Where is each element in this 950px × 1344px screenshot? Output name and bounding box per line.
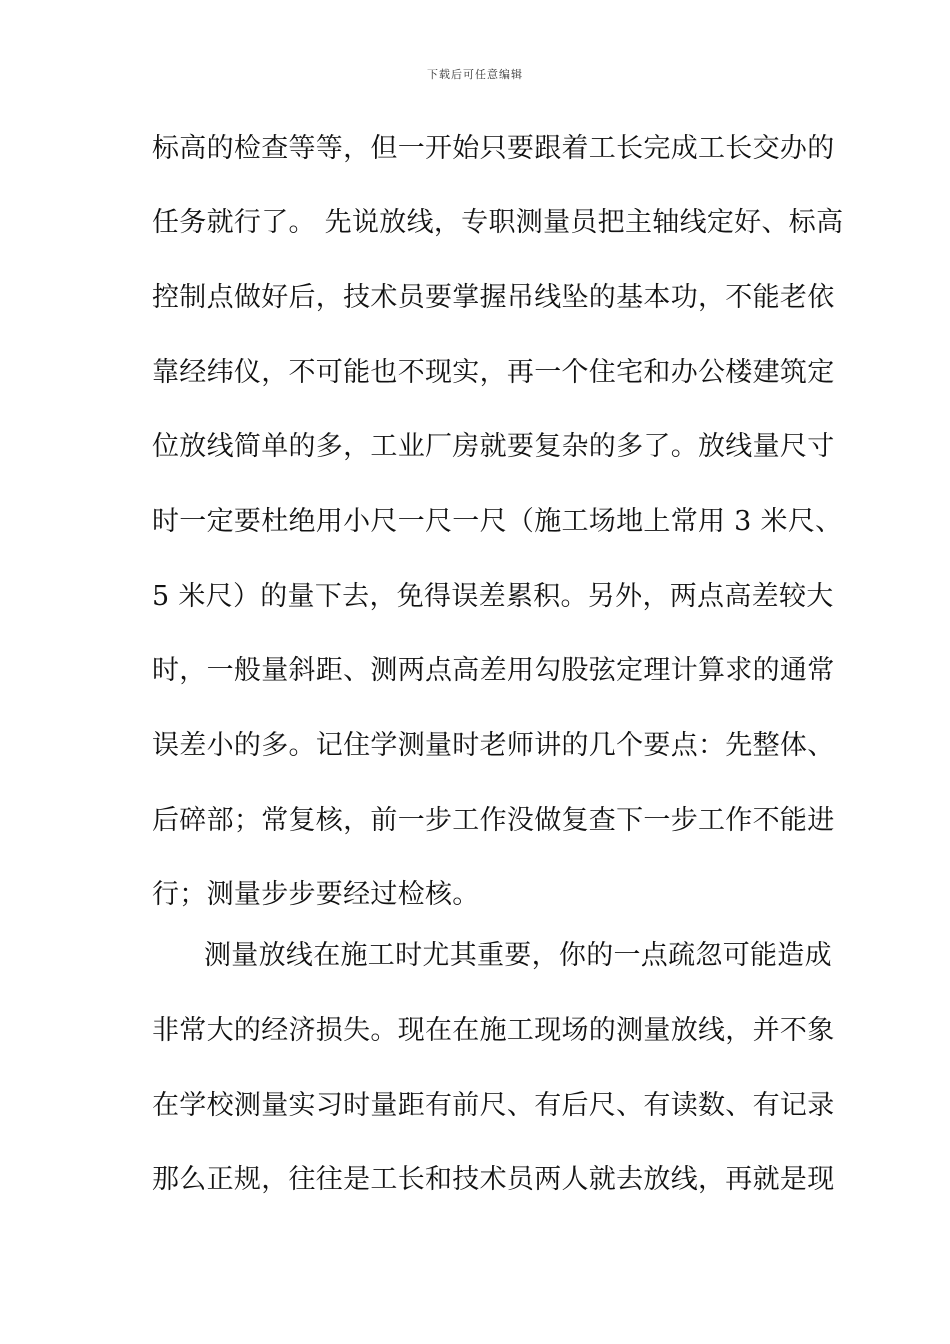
paragraph-line: 误差小的多。记住学测量时老师讲的几个要点：先整体、 bbox=[152, 730, 835, 761]
paragraph-line: 任务就行了。 先说放线，专职测量员把主轴线定好、标高 bbox=[152, 207, 844, 238]
paragraph-line: 后碎部；常复核，前一步工作没做复查下一步工作不能进 bbox=[152, 805, 835, 836]
page-header: 下载后可任意编辑 bbox=[427, 68, 523, 81]
paragraph-line: 控制点做好后，技术员要掌握吊线坠的基本功，不能老依 bbox=[152, 282, 835, 313]
paragraph-line: 标高的检查等等，但一开始只要跟着工长完成工长交办的 bbox=[152, 133, 835, 164]
paragraph-line: 在学校测量实习时量距有前尺、有后尺、有读数、有记录 bbox=[152, 1090, 835, 1121]
paragraph-line: 靠经纬仪，不可能也不现实，再一个住宅和办公楼建筑定 bbox=[152, 357, 835, 388]
paragraph-line: 那么正规，往往是工长和技术员两人就去放线，再就是现 bbox=[152, 1164, 835, 1195]
paragraph-line: 行；测量步步要经过检核。 bbox=[152, 879, 480, 910]
paragraph-line: 时，一般量斜距、测两点高差用勾股弦定理计算求的通常 bbox=[152, 655, 835, 686]
paragraph-line: 位放线简单的多，工业厂房就要复杂的多了。放线量尺寸 bbox=[152, 431, 835, 462]
paragraph-line: 5 米尺）的量下去，免得误差累积。另外，两点高差较大 bbox=[152, 581, 834, 612]
paragraph-first-line: 测量放线在施工时尤其重要，你的一点疏忽可能造成 bbox=[204, 940, 832, 971]
paragraph-line: 非常大的经济损失。现在在施工现场的测量放线，并不象 bbox=[152, 1015, 835, 1046]
paragraph-line: 时一定要杜绝用小尺一尺一尺（施工场地上常用 3 米尺、 bbox=[152, 506, 843, 537]
